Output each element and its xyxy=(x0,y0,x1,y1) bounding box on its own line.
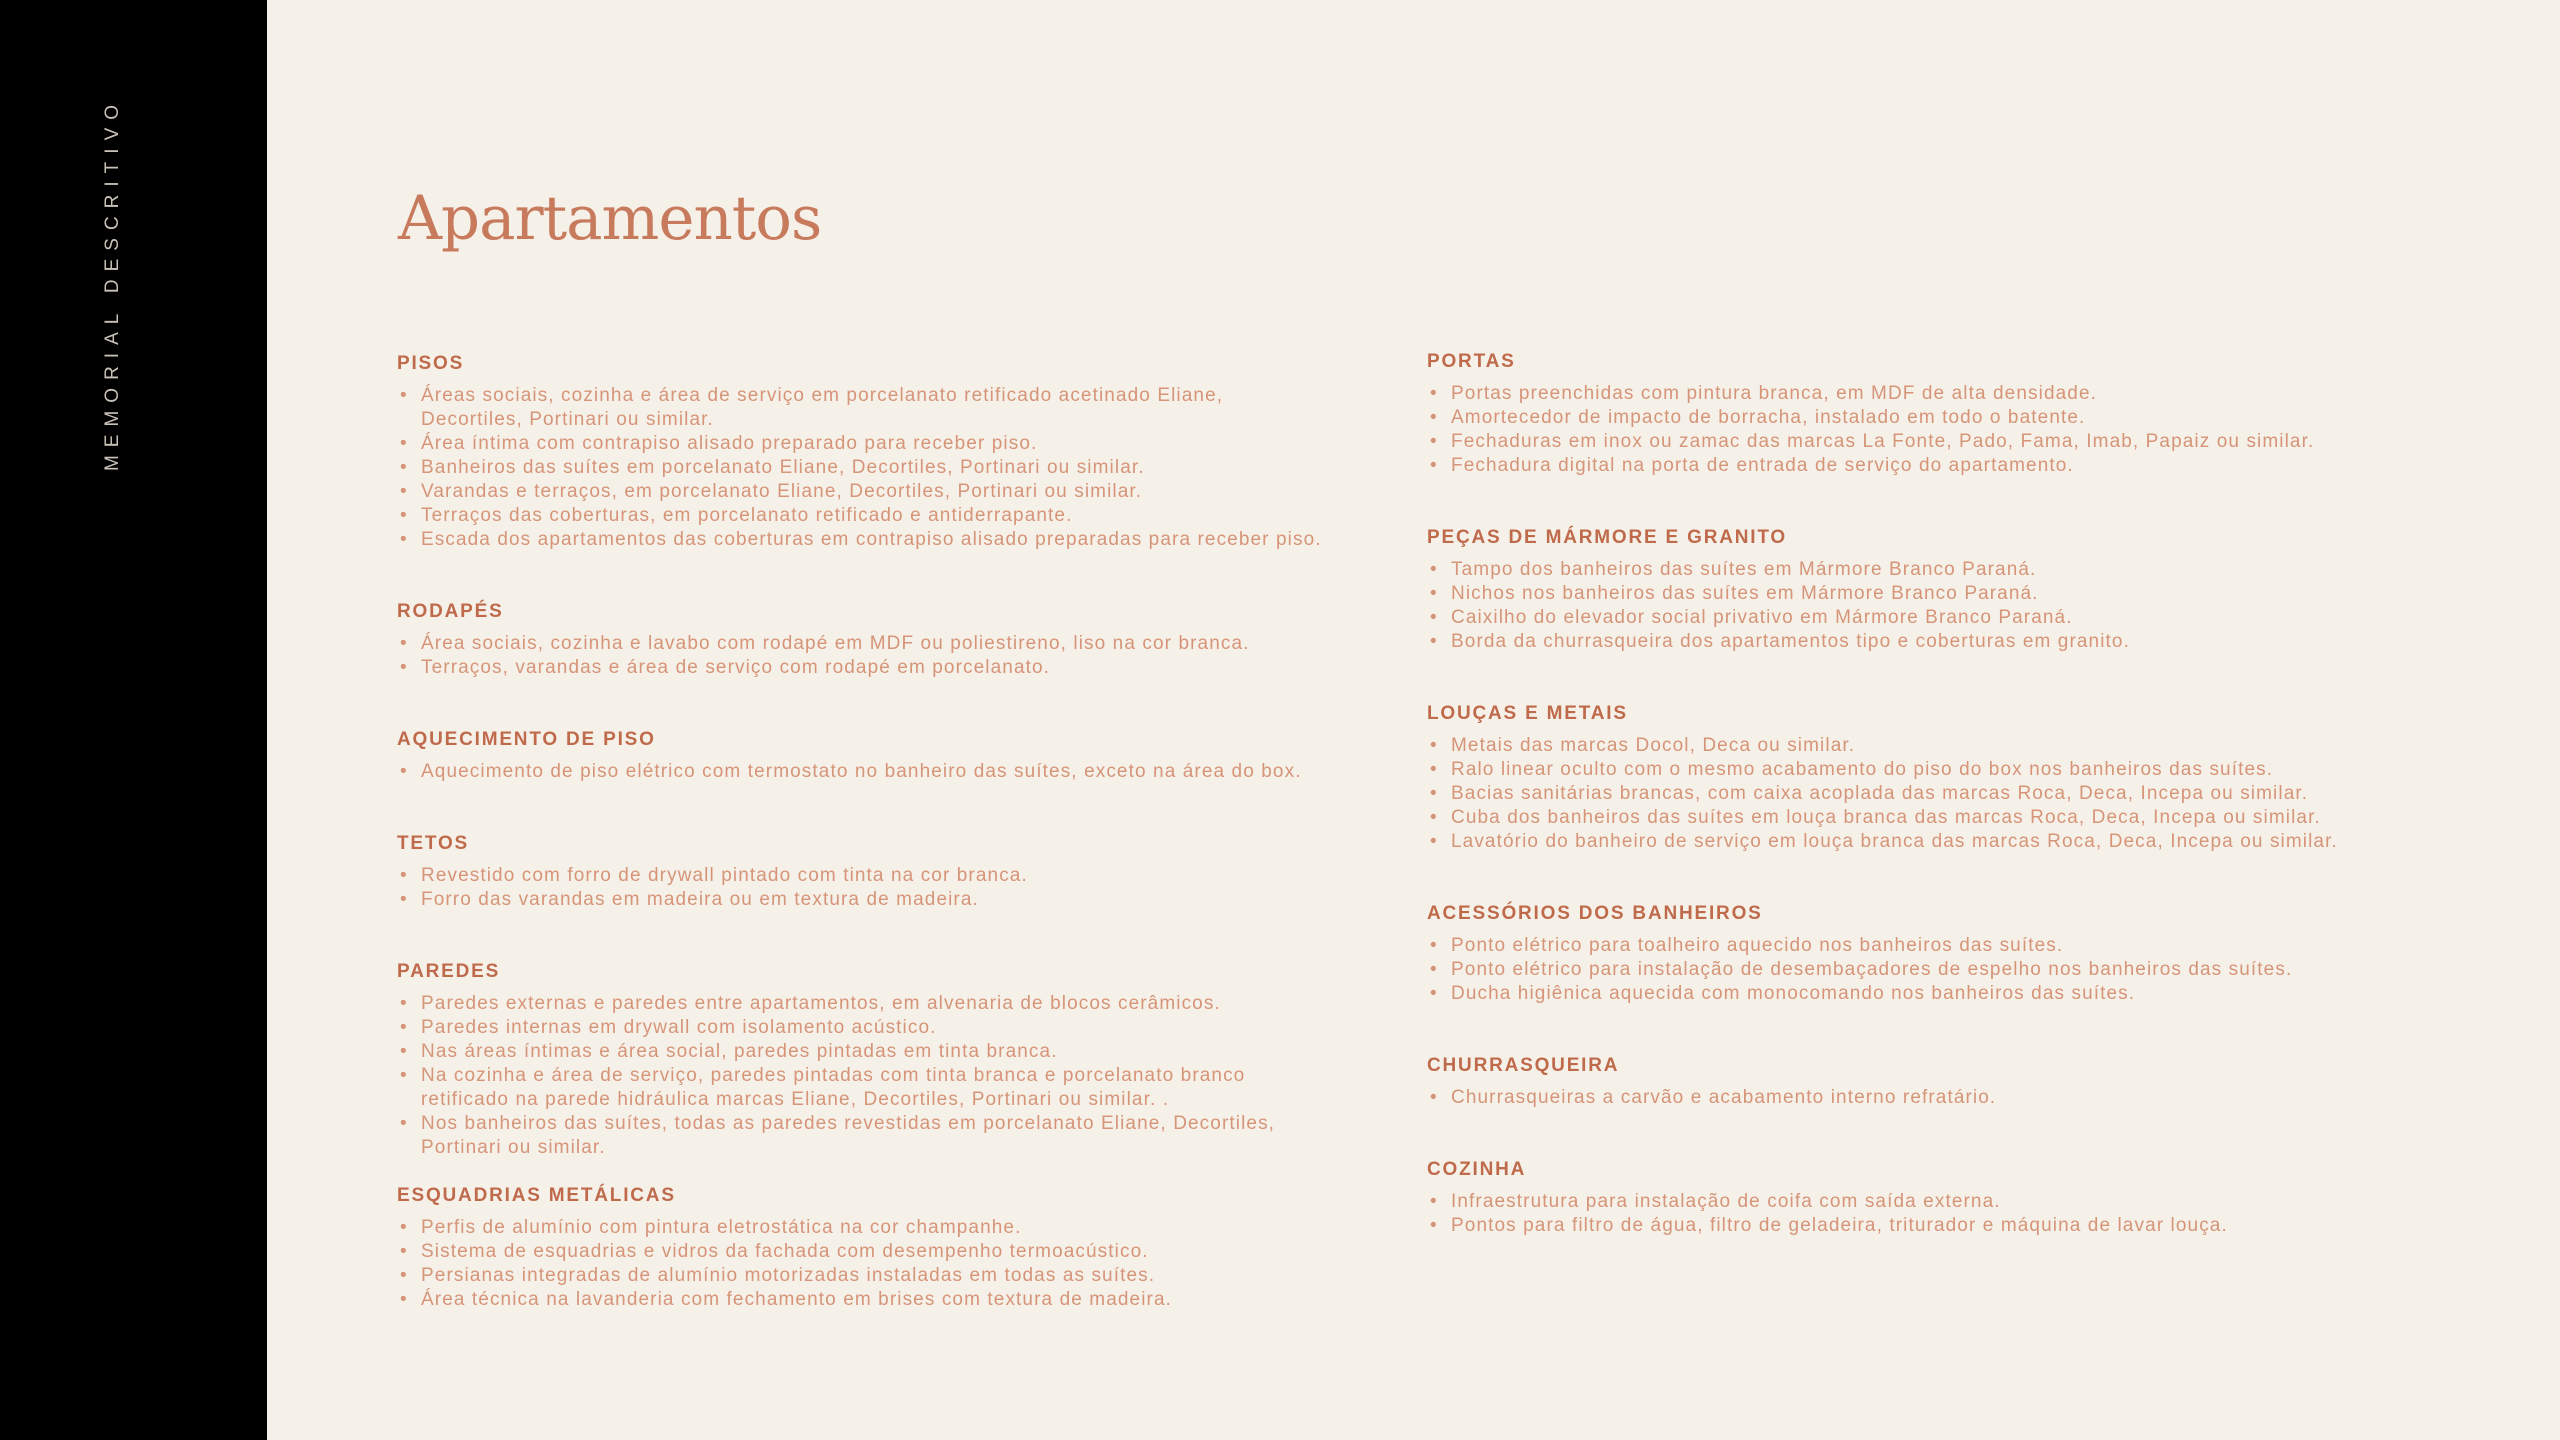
sidebar-label: MEMORIAL DESCRITIVO xyxy=(102,96,123,472)
section-portas xyxy=(1427,351,2427,478)
item-list xyxy=(397,384,1357,552)
section-tetos xyxy=(397,833,1357,912)
list-item: • Lavatório do banheiro de serviço em louça branca das marcas Roca, Deca, Incepa ou similar. xyxy=(1430,831,2338,852)
list-item: • Varandas e terraços, em porcelanato Eliane, Decortiles, Portinari ou similar. xyxy=(400,481,1143,502)
section-title: COZINHA xyxy=(1427,1159,1527,1180)
section-title: PAREDES xyxy=(397,961,501,982)
section-title: CHURRASQUEIRA xyxy=(1427,1055,1620,1076)
item-list xyxy=(397,760,1357,784)
item-list xyxy=(397,864,1357,912)
list-item: • Revestido com forro de drywall pintado com tinta na cor branca. xyxy=(400,865,1028,886)
list-item: • Persianas integradas de alumínio motorizadas instaladas em todas as suítes. xyxy=(400,1265,1156,1286)
list-item: • Nichos nos banheiros das suítes em Mármore Branco Paraná. xyxy=(1430,583,2039,604)
list-item: • Escada dos apartamentos das coberturas em contrapiso alisado preparadas para receber piso. xyxy=(400,529,1322,550)
page-title: Apartamentos xyxy=(398,183,822,254)
list-item: • Pontos para filtro de água, filtro de geladeira, triturador e máquina de lavar louça. xyxy=(1430,1215,2228,1236)
item-list xyxy=(397,1216,1357,1312)
section-title: ACESSÓRIOS DOS BANHEIROS xyxy=(1427,903,1763,924)
list-item: • Na cozinha e área de serviço, paredes pintadas com tinta branca e porcelanato branco retificado na parede hidráulica marcas Eliane, Decortiles, Portinari ou similar. . xyxy=(400,1065,1246,1110)
section-churrasqueira xyxy=(1427,1055,2427,1110)
list-item: • Churrasqueiras a carvão e acabamento interno refratário. xyxy=(1430,1087,1997,1108)
section-cozinha xyxy=(1427,1159,2427,1238)
section-title: PISOS xyxy=(397,353,465,374)
list-item: • Borda da churrasqueira dos apartamentos tipo e coberturas em granito. xyxy=(1430,631,2130,652)
section-title: AQUECIMENTO DE PISO xyxy=(397,729,656,750)
list-item: • Terraços das coberturas, em porcelanato retificado e antiderrapante. xyxy=(400,505,1073,526)
section-title: TETOS xyxy=(397,833,469,854)
section-aquecimento-de-piso xyxy=(397,729,1357,784)
list-item: • Perfis de alumínio com pintura eletrostática na cor champanhe. xyxy=(400,1217,1022,1238)
item-list xyxy=(1427,1086,2427,1110)
list-item: • Área íntima com contrapiso alisado preparado para receber piso. xyxy=(400,433,1038,454)
list-item: • Fechaduras em inox ou zamac das marcas La Fonte, Pado, Fama, Imab, Papaiz ou similar. xyxy=(1430,431,2315,452)
list-item: • Sistema de esquadrias e vidros da fachada com desempenho termoacústico. xyxy=(400,1241,1149,1262)
list-item: • Banheiros das suítes em porcelanato Eliane, Decortiles, Portinari ou similar. xyxy=(400,457,1145,478)
section-title: PEÇAS DE MÁRMORE E GRANITO xyxy=(1427,527,1787,548)
list-item: • Ponto elétrico para instalação de desembaçadores de espelho nos banheiros das suítes. xyxy=(1430,959,2293,980)
list-item: • Cuba dos banheiros das suítes em louça branca das marcas Roca, Deca, Incepa ou similar. xyxy=(1430,807,2321,828)
list-item: • Área sociais, cozinha e lavabo com rodapé em MDF ou poliestireno, liso na cor branca. xyxy=(400,633,1250,654)
list-item: • Infraestrutura para instalação de coifa com saída externa. xyxy=(1430,1191,2001,1212)
section-title: PORTAS xyxy=(1427,351,1516,372)
list-item: • Aquecimento de piso elétrico com termostato no banheiro das suítes, exceto na área do box. xyxy=(400,761,1302,782)
section-pecas-de-marmore-e-granito xyxy=(1427,527,2427,654)
section-title: ESQUADRIAS METÁLICAS xyxy=(397,1185,676,1206)
section-rodapes xyxy=(397,601,1357,680)
section-acessorios-dos-banheiros xyxy=(1427,903,2427,1006)
list-item: • Portas preenchidas com pintura branca, em MDF de alta densidade. xyxy=(1430,383,2097,404)
list-item: • Paredes internas em drywall com isolamento acústico. xyxy=(400,1017,937,1038)
list-item: • Áreas sociais, cozinha e área de serviço em porcelanato retificado acetinado Eliane, Decortiles, Portinari ou similar. xyxy=(400,385,1224,430)
list-item: • Forro das varandas em madeira ou em textura de madeira. xyxy=(400,889,979,910)
list-item: • Área técnica na lavanderia com fechamento em brises com textura de madeira. xyxy=(400,1289,1172,1310)
list-item: • Amortecedor de impacto de borracha, instalado em todo o batente. xyxy=(1430,407,2086,428)
list-item: • Nos banheiros das suítes, todas as paredes revestidas em porcelanato Eliane, Decortiles, Portinari ou similar. xyxy=(400,1113,1276,1158)
list-item: • Metais das marcas Docol, Deca ou similar. xyxy=(1430,735,1856,756)
item-list xyxy=(1427,934,2427,1006)
list-item: • Terraços, varandas e área de serviço com rodapé em porcelanato. xyxy=(400,657,1051,678)
list-item: • Caixilho do elevador social privativo em Mármore Branco Paraná. xyxy=(1430,607,2073,628)
item-list xyxy=(397,632,1357,680)
list-item: • Paredes externas e paredes entre apartamentos, em alvenaria de blocos cerâmicos. xyxy=(400,993,1221,1014)
section-esquadrias-metalicas xyxy=(397,1185,1357,1312)
section-title: LOUÇAS E METAIS xyxy=(1427,703,1628,724)
section-pisos xyxy=(397,353,1357,552)
list-item: • Nas áreas íntimas e área social, paredes pintadas em tinta branca. xyxy=(400,1041,1058,1062)
item-list xyxy=(1427,382,2427,478)
item-list xyxy=(1427,558,2427,654)
list-item: • Fechadura digital na porta de entrada de serviço do apartamento. xyxy=(1430,455,2074,476)
sidebar xyxy=(0,0,267,1440)
list-item: • Ducha higiênica aquecida com monocomando nos banheiros das suítes. xyxy=(1430,983,2136,1004)
section-loucas-e-metais xyxy=(1427,703,2427,854)
section-title: RODAPÉS xyxy=(397,601,504,622)
item-list xyxy=(1427,1190,2427,1238)
list-item: • Tampo dos banheiros das suítes em Mármore Branco Paraná. xyxy=(1430,559,2037,580)
list-item: • Bacias sanitárias brancas, com caixa acoplada das marcas Roca, Deca, Incepa ou similar. xyxy=(1430,783,2309,804)
item-list xyxy=(397,992,1357,1160)
item-list xyxy=(1427,734,2427,854)
list-item: • Ponto elétrico para toalheiro aquecido nos banheiros das suítes. xyxy=(1430,935,2064,956)
list-item: • Ralo linear oculto com o mesmo acabamento do piso do box nos banheiros das suítes. xyxy=(1430,759,2274,780)
section-paredes xyxy=(397,961,1357,1160)
